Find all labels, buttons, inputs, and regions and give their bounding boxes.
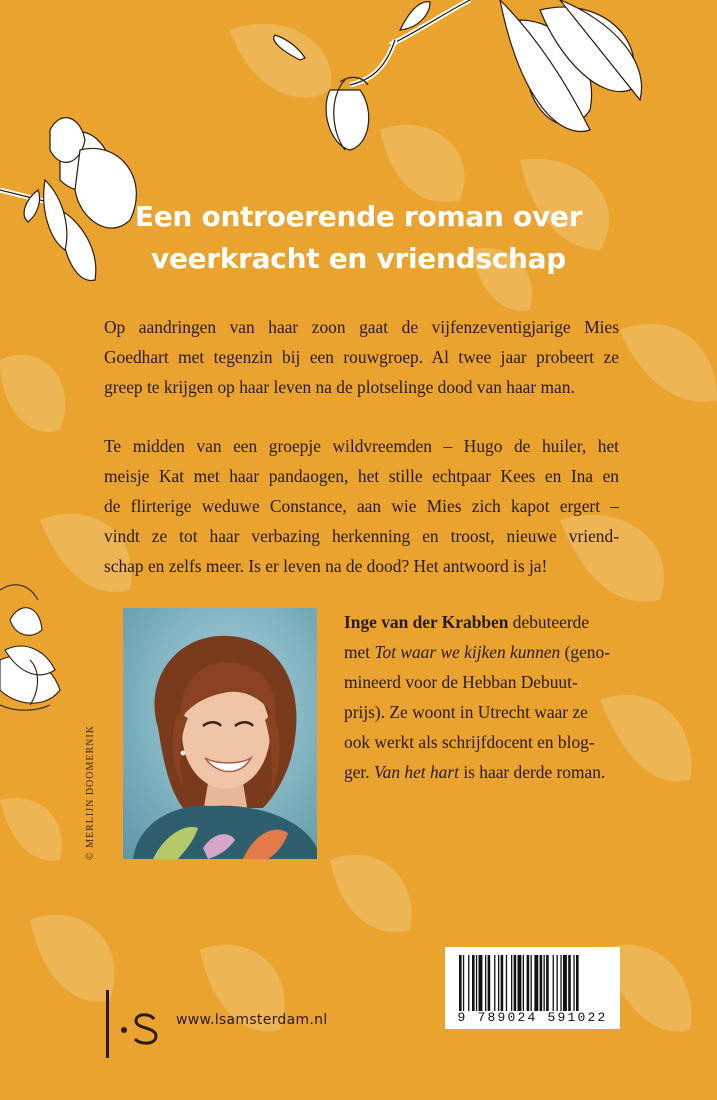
barcode-bar (553, 955, 554, 1011)
barcode-bar (560, 955, 561, 1011)
blurb-line: de flirterige weduwe Constance, aan wie Mies zich kapot ergert – (104, 496, 619, 516)
photo-credit: © MERLIJN DOOMERNIK (85, 725, 96, 860)
barcode-bar (514, 955, 517, 1011)
publisher-logo (104, 990, 164, 1058)
blurb-line: Goedhart met tegenzin bij een rouwgroep. Al twee jaar probeert ze (104, 347, 619, 367)
barcode-bar (546, 955, 549, 1011)
blurb-line: Te midden van een groepje wildvreemden – Hugo de huiler, het (104, 436, 619, 456)
barcode-bar (523, 955, 524, 1011)
barcode-bar (494, 955, 495, 1011)
bio-line-1 (344, 607, 620, 637)
barcode-bar (576, 955, 579, 1011)
publisher-website[interactable]: www.lsamsterdam.nl (176, 1012, 328, 1028)
tagline-line-1: Een ontroerende roman over (134, 200, 583, 233)
bio-line-2 (344, 637, 620, 667)
barcode-bar (479, 955, 483, 1011)
barcode-bar (459, 955, 462, 1011)
author-photo (123, 608, 317, 859)
blurb-line: meisje Kat met haar pandaogen, het stille echtpaar Kees en Ina en (104, 466, 619, 486)
barcode-bar (485, 955, 486, 1011)
barcode-bar (557, 955, 558, 1011)
blurb-line: Op aandringen van haar zoon gaat de vijfenzeventigjarige Mies (104, 317, 619, 337)
barcode-bar (544, 955, 545, 1011)
barcode-bar (506, 955, 507, 1011)
bio-text: met (344, 642, 375, 662)
author-name: Inge van der Krabben (344, 612, 509, 632)
debut-title: Tot waar we kijken kunnen (374, 642, 561, 662)
barcode-bar (468, 955, 469, 1011)
barcode-bar (568, 955, 571, 1011)
bio-line-3: mineerd voor de Hebban Debuut- (344, 672, 578, 692)
barcode-bar (531, 955, 532, 1011)
blurb-paragraph-1 (104, 312, 619, 402)
barcode-bar (534, 955, 538, 1011)
bio-line-6 (344, 757, 620, 787)
barcode-bar (540, 955, 543, 1011)
isbn-number: 9 789024 591022 (457, 1010, 608, 1025)
small-flowers-left-icon (0, 585, 60, 710)
bio-text: ger. (344, 762, 370, 782)
blurb-paragraph-2 (104, 431, 619, 581)
blurb-line: vindt ze tot haar verbazing herkenning en troost, nieuwe vriend- (104, 526, 619, 546)
barcode-bar (463, 955, 464, 1011)
barcode-bar (511, 955, 512, 1011)
book-title: Van het hart (373, 762, 459, 782)
blurb-line: greep te krijgen op haar leven na de plotselinge dood van haar man. (104, 377, 575, 397)
barcode-bar (476, 955, 477, 1011)
barcode-bar (573, 955, 574, 1011)
barcode-bar (527, 955, 530, 1011)
barcode-bar (488, 955, 491, 1011)
tagline-line-2: veerkracht en vriendschap (151, 242, 566, 275)
bio-text: debuteerde (508, 612, 590, 632)
barcode-bar (498, 955, 499, 1011)
tagline (0, 196, 717, 280)
barcode-bar (563, 955, 567, 1011)
bio-text: is haar derde roman. (458, 762, 606, 782)
bio-line-4: prijs). Ze woont in Utrecht waar ze (344, 702, 588, 722)
bio-text: (geno- (560, 642, 610, 662)
barcode (445, 947, 620, 1029)
barcode-bar (518, 955, 522, 1011)
blurb-line: schap en zelfs meer. Is er leven na de dood? Het antwoord is ja! (104, 556, 548, 576)
author-bio (344, 607, 620, 787)
bio-line-5: ook werkt als schrijfdocent en blog- (344, 732, 595, 752)
barcode-bar (501, 955, 504, 1011)
barcode-bar (472, 955, 475, 1011)
